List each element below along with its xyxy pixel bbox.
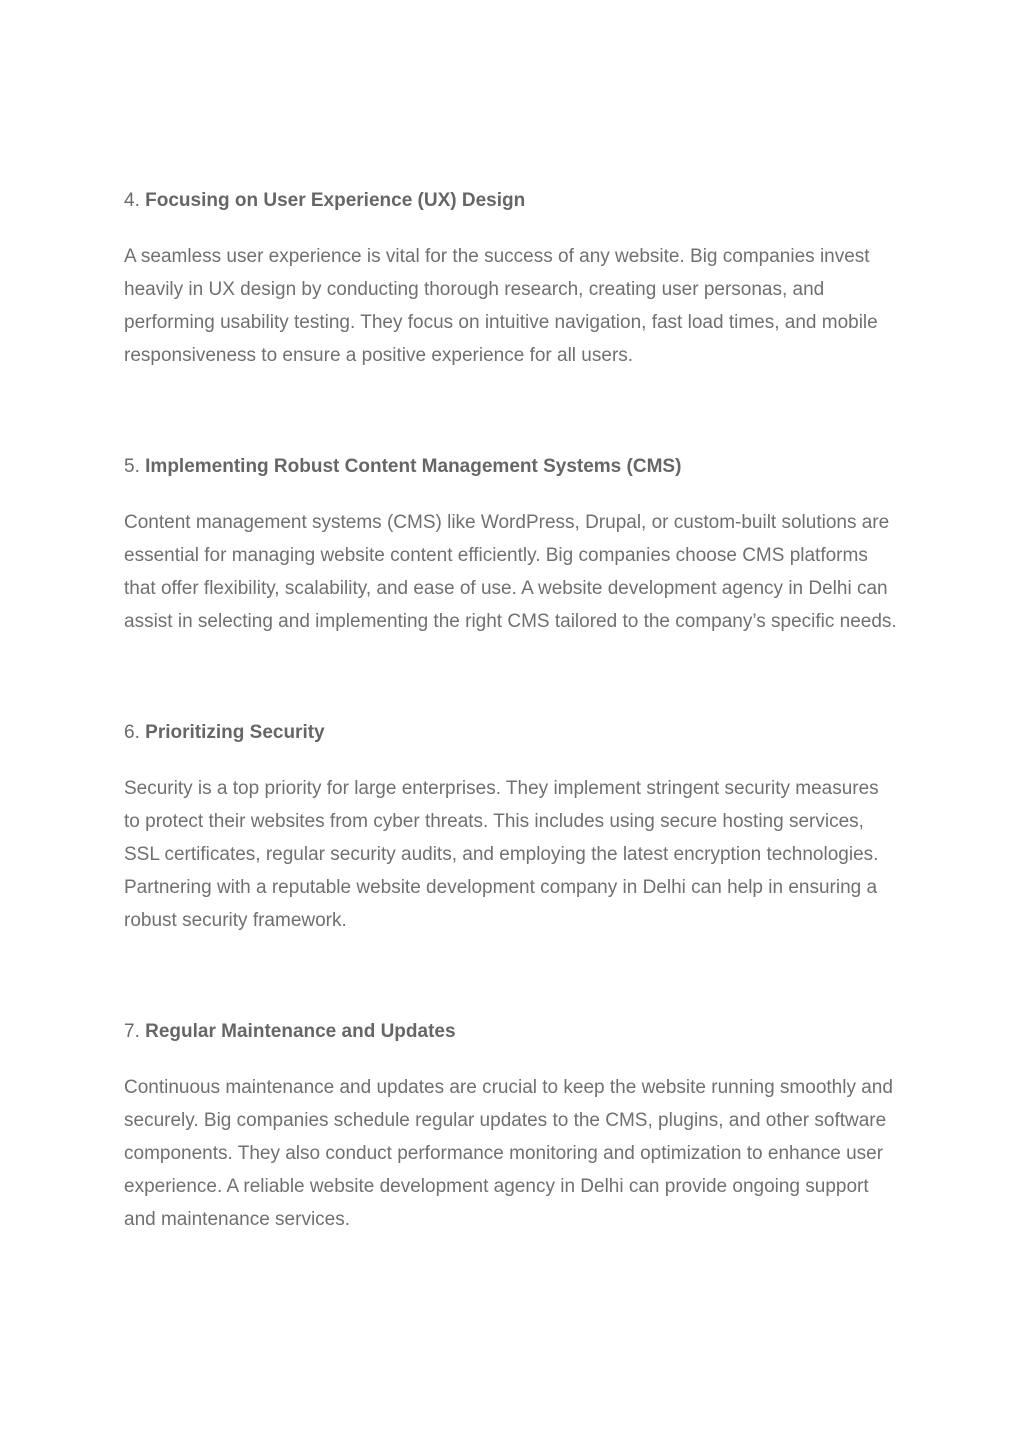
document-page bbox=[124, 186, 899, 1316]
section-security bbox=[124, 718, 899, 937]
section-number: 7. bbox=[124, 1021, 140, 1042]
section-heading bbox=[124, 186, 899, 216]
section-cms bbox=[124, 452, 899, 638]
section-number: 4. bbox=[124, 190, 140, 211]
section-ux-design bbox=[124, 186, 899, 372]
section-heading bbox=[124, 718, 899, 748]
section-title: Prioritizing Security bbox=[145, 722, 325, 743]
section-body: A seamless user experience is vital for the success of any website. Big companies invest heavily in UX design by conducting thorough research, creating user personas, and performing usability testing. They focus on intuitive navigation, fast load times, and mobile responsiveness to ensure a positive experience for all users. bbox=[124, 246, 878, 366]
section-body: Security is a top priority for large enterprises. They implement stringent security measures to protect their websites from cyber threats. This includes using secure hosting services, SSL certificates, regular security audits, and employing the latest encryption technologies. Partnering with a reputable website development company in Delhi can help in ensuring a robust security framework. bbox=[124, 778, 879, 931]
section-body: Content management systems (CMS) like WordPress, Drupal, or custom-built solutions are essential for managing website content efficiently. Big companies choose CMS platforms that offer flexibility, scalability, and ease of use. A website development agency in Delhi can assist in selecting and implementing the right CMS tailored to the company’s specific needs. bbox=[124, 512, 897, 632]
section-title: Implementing Robust Content Management Systems (CMS) bbox=[145, 456, 682, 477]
section-number: 6. bbox=[124, 722, 140, 743]
section-maintenance bbox=[124, 1017, 899, 1236]
section-title: Focusing on User Experience (UX) Design bbox=[145, 190, 526, 211]
section-heading bbox=[124, 1017, 899, 1047]
section-heading bbox=[124, 452, 899, 482]
section-title: Regular Maintenance and Updates bbox=[145, 1021, 456, 1042]
section-body: Continuous maintenance and updates are crucial to keep the website running smoothly and securely. Big companies schedule regular updates to the CMS, plugins, and other software components. They also conduct performance monitoring and optimization to enhance user experience. A reliable website development agency in Delhi can provide ongoing support and maintenance services. bbox=[124, 1077, 893, 1230]
section-number: 5. bbox=[124, 456, 140, 477]
